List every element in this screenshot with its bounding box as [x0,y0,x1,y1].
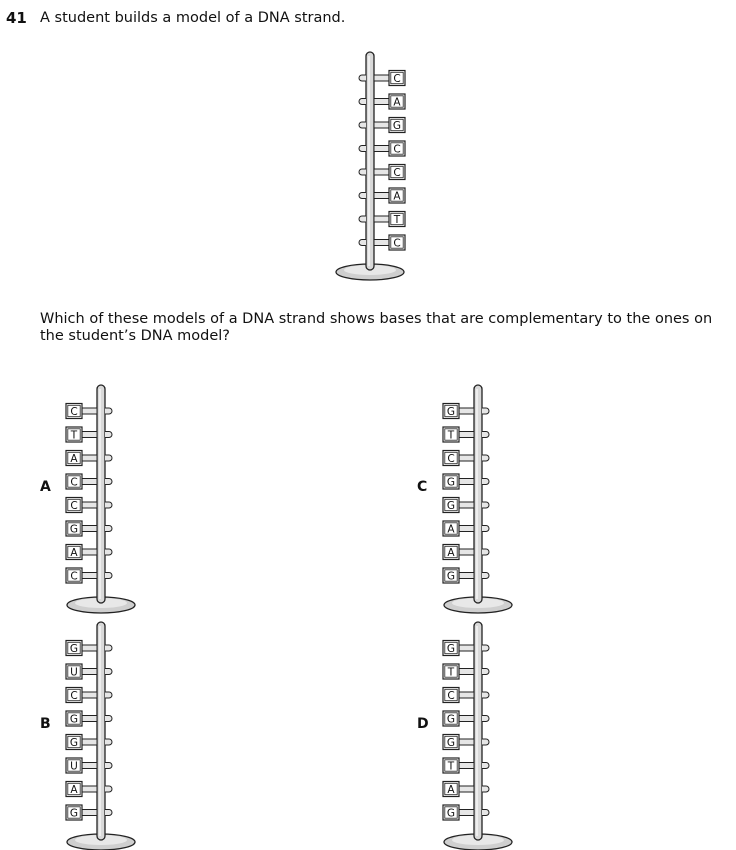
base-connector [81,669,97,675]
sugar-knob [105,645,112,651]
base-connector [81,716,97,722]
sugar-knob [359,240,366,246]
sugar-knob [105,526,112,532]
base-letter: A [447,523,455,536]
sugar-knob [105,408,112,414]
base-letter: G [446,643,456,655]
sugar-knob [105,455,112,461]
base-letter: C [70,406,78,418]
base-connector [374,75,390,81]
option-a-dna-model[interactable] [60,381,140,613]
base-letter: C [70,690,78,702]
base-letter: G [69,523,79,536]
base-letter: A [447,547,455,559]
base-connector [81,692,97,698]
option-c-letter[interactable]: C [417,479,428,495]
base-letter: C [70,500,78,512]
base-letter: T [70,429,78,442]
base-connector [458,669,474,675]
sugar-knob [359,216,366,222]
sugar-knob [482,526,489,532]
sugar-knob [482,549,489,555]
base-connector [458,786,474,792]
backbone-pole [97,385,105,603]
sugar-knob [359,122,366,128]
base-letter: U [70,760,78,773]
base-letter: C [393,73,401,85]
sugar-knob [482,645,489,651]
base-connector [81,502,97,508]
sugar-knob [359,193,366,199]
base-letter: G [446,476,456,489]
sugar-knob [105,786,112,792]
base-connector [458,716,474,722]
base-letter: G [446,500,456,512]
base-letter: T [393,214,401,226]
base-connector [458,810,474,816]
backbone-pole [474,385,482,603]
question-number: 41 [6,9,27,27]
base-connector [458,645,474,651]
backbone-pole [97,622,105,840]
option-a-letter[interactable]: A [40,479,51,495]
base-connector [374,193,390,199]
base-letter: A [70,784,78,796]
base-connector [81,479,97,485]
base-connector [458,526,474,532]
sugar-knob [105,763,112,769]
sugar-knob [359,75,366,81]
sugar-knob [105,739,112,745]
base-letter: A [70,547,78,559]
option-d-dna-model[interactable] [437,618,517,850]
base-connector [81,526,97,532]
sugar-knob [359,169,366,175]
base-connector [374,146,390,152]
base-connector [458,479,474,485]
sugar-knob [105,502,112,508]
base-letter: C [393,237,401,250]
base-letter: C [393,143,401,156]
base-letter: T [447,429,455,442]
base-connector [458,502,474,508]
sugar-knob [482,479,489,485]
question-prompt: Which of these models of a DNA strand shows bases that are complementary to the ones on the student’s DNA model? [40,311,713,344]
base-connector [81,786,97,792]
base-connector [81,432,97,438]
base-letter: G [69,807,79,820]
sugar-knob [482,763,489,769]
sugar-knob [482,716,489,722]
base-connector [81,763,97,769]
base-connector [458,455,474,461]
backbone-pole [366,52,374,270]
base-letter: T [447,666,455,679]
sugar-knob [105,573,112,579]
sugar-knob [482,692,489,698]
sugar-knob [105,432,112,438]
base-letter: G [69,643,79,655]
question-text: A student builds a model of a DNA strand. [40,10,346,26]
base-letter: A [393,190,401,203]
base-letter: G [446,737,456,749]
base-letter: G [69,737,79,749]
sugar-knob [482,432,489,438]
base-letter: U [70,666,78,679]
option-d-letter[interactable]: D [417,716,429,732]
sugar-knob [105,549,112,555]
sugar-knob [105,692,112,698]
base-letter: C [70,570,78,583]
base-connector [458,692,474,698]
sugar-knob [482,502,489,508]
base-letter: G [446,570,456,583]
sugar-knob [482,455,489,461]
base-connector [81,455,97,461]
base-letter: A [447,784,455,796]
option-b-dna-model[interactable] [60,618,140,850]
base-connector [374,169,390,175]
sugar-knob [105,716,112,722]
base-connector [374,99,390,105]
base-letter: G [69,713,79,726]
base-connector [374,122,390,128]
sugar-knob [359,146,366,152]
sugar-knob [359,99,366,105]
base-letter: C [70,476,78,489]
base-connector [374,216,390,222]
base-connector [374,240,390,246]
base-connector [81,645,97,651]
base-connector [81,549,97,555]
base-letter: A [393,96,401,109]
base-connector [458,432,474,438]
base-connector [81,810,97,816]
base-connector [81,408,97,414]
option-c-dna-model[interactable] [437,381,517,613]
base-connector [458,408,474,414]
sugar-knob [482,573,489,579]
base-connector [458,739,474,745]
backbone-pole [474,622,482,840]
base-letter: T [447,760,455,773]
sugar-knob [482,810,489,816]
sugar-knob [105,669,112,675]
sugar-knob [482,786,489,792]
base-letter: C [447,690,455,702]
sugar-knob [482,408,489,414]
base-connector [81,739,97,745]
sugar-knob [105,479,112,485]
base-letter: A [70,453,78,465]
option-b-letter[interactable]: B [40,716,51,732]
sugar-knob [482,669,489,675]
base-connector [458,763,474,769]
base-letter: G [446,406,456,418]
student-dna-model [330,48,410,280]
base-letter: C [393,167,401,179]
base-letter: G [446,807,456,820]
sugar-knob [482,739,489,745]
base-letter: G [446,713,456,726]
base-letter: G [392,120,402,132]
base-connector [458,573,474,579]
sugar-knob [105,810,112,816]
base-connector [458,549,474,555]
base-letter: C [447,453,455,465]
base-connector [81,573,97,579]
